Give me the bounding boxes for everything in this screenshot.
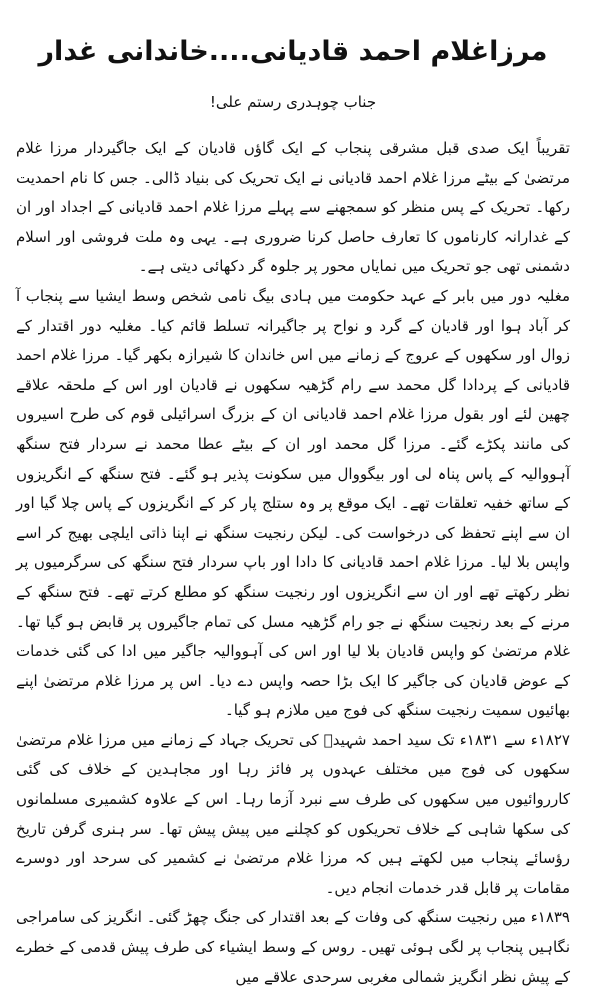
paragraph-4: ۱۸۳۹ء میں رنجیت سنگھ کی وفات کے بعد اقتدار کی جنگ چھڑ گئی۔ انگریز کی سامراجی نگاہیں پنجاب پر لگی ہوئی تھیں۔ روس کے وسط ایشیاء کی طرف پیش قدمی کے خطرے کے پیش نظر انگریز شمالی مغربی سرحدی علاقے میں <box>16 908 570 986</box>
paragraph-1: تقریباً ایک صدی قبل مشرقی پنجاب کے ایک گاؤں قادیان کے ایک جاگیردار مرزا غلام مرتضیٰ کے بیٹے مرزا غلام احمد قادیانی نے ایک تحریک کی بنیاد ڈالی۔ جس کا نام احمدیت رکھا۔ تحریک کے پس منظر کو سمجھنے سے پہلے مرزا غلام احمد قادیانی کے اجداد اور ان کے غدارانہ کارناموں کا تعارف حاصل کرنا ضروری ہے۔ یہی وہ ملت فروشی اور اسلام دشمنی تھی جو تحریک میں نمایاں محور پر جلوہ گر دکھائی دیتی ہے۔ <box>16 139 570 276</box>
article-title: مرزاغلام احمد قادیانی....خاندانی غدار <box>38 36 548 67</box>
paragraph-3: ۱۸۲۷ء سے ۱۸۳۱ء تک سید احمد شہیدؒ کی تحریک جہاد کے زمانے میں مرزا غلام مرتضیٰ سکھوں کی فوج میں مختلف عہدوں پر فائز رہا اور مجاہدین کے خلاف کی گئی کارروائیوں میں سکھوں کی طرف سے نبرد آزما رہا۔ اس کے علاوہ کشمیری مسلمانوں کی سکھا شاہی کے خلاف تحریکوں کو کچلنے میں پیش پیش تھا۔ سر ہنری گرفن تاریخ رؤسائے پنجاب میں لکھتے ہیں کہ مرزا غلام مرتضیٰ نے کشمیر کی سرحد اور دوسرے مقامات پر قابل قدر خدمات انجام دیں۔ <box>16 730 570 897</box>
paragraph-2: مغلیہ دور میں بابر کے عہد حکومت میں ہادی بیگ نامی شخص وسط ایشیا سے پنجاب آ کر آباد ہوا اور قادیان کے گرد و نواح پر جاگیرانہ تسلط قائم کیا۔ مغلیہ دور اقتدار کے زوال اور سکھوں کے عروج کے زمانے میں اس خاندان کا شیرازہ بکھر گیا۔ مرزا غلام احمد قادیانی کے پردادا گل محمد سے رام گڑھیہ سکھوں نے قادیان اور اس کے ملحقہ علاقے چھین لئے اور بقول مرزا غلام احمد قادیانی ان کے بزرگ اسرائیلی قوم کی طرح اسیروں کی مانند پکڑے گئے۔ مرزا گل محمد اور ان کے بیٹے عطا محمد نے سردار فتح سنگھ آہووالیہ کے پاس پناہ لی اور بیگووال میں سکونت پذیر ہو گئے۔ فتح سنگھ کے انگریزوں کے ساتھ خفیہ تعلقات تھے۔ ایک موقع پر وہ ستلج پار کر کے انگریزوں کے پاس چلا گیا اور ان سے اپنے تحفظ کی درخواست کی۔ لیکن رنجیت سنگھ نے اپنا ذاتی ایلچی بھیج کر اسے واپس بلا لیا۔ مرزا غلام احمد قادیانی کا دادا اور باپ سردار فتح سنگھ کی سرگرمیوں پر نظر رکھتے تھے اور ان سے انگریزوں اور رنجیت سنگھ کو مطلع کرتے تھے۔ فتح سنگھ کے مرنے کے بعد رنجیت سنگھ نے جو رام گڑھیہ مسل کی تمام جاگیروں پر قابض ہو گیا تھا۔ غلام مرتضیٰ کو واپس قادیان بلا لیا اور اس کی آہووالیہ جاگیر میں ادا کی گئی خدمات کے عوض قادیان کی جاگیر کا ایک بڑا حصہ واپس دے دیا۔ اس پر مرزا غلام مرتضیٰ اپنے بھائیوں سمیت رنجیت سنگھ کی فوج میں ملازم ہو گیا۔ <box>16 286 570 720</box>
article-body <box>16 134 570 992</box>
article-author: جناب چوہدری رستم علی! <box>209 93 377 111</box>
